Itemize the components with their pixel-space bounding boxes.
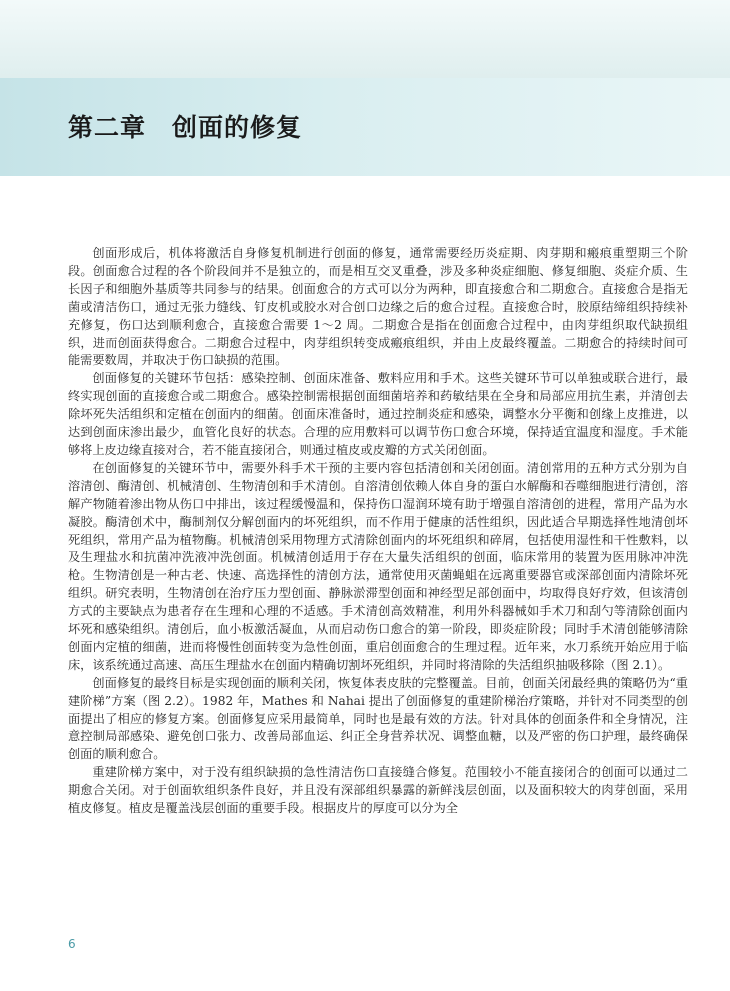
paragraph: 创面修复的最终目标是实现创面的顺利关闭，恢复体表皮肤的完整覆盖。目前，创面关闭最经典的策略仍为“重建阶梯”方案（图 2.2）。1982 年，Mathes 和 Nahai 提出了创面修复的重建阶梯治疗策略，并针对不同类型的创面提出了相应的修复方案。创面修复应采用最简单，同时也是最有效的方法。针对具体的创面条件和全身情况，注意控制局部感染、避免创口张力、改善局部血运、纠正全身营养状况、调整血糖，以及严密的伤口护理，最终确保创面的顺利愈合。 [68, 675, 688, 762]
page-number: 6 [68, 937, 76, 951]
chapter-title: 第二章 创面的修复 [68, 113, 303, 142]
paragraph: 重建阶梯方案中，对于没有组织缺损的急性清洁伤口直接缝合修复。范围较小不能直接闭合的创面可以通过二期愈合关闭。对于创面软组织条件良好，并且没有深部组织暴露的新鲜浅层创面，以及面积较大的肉芽创面，采用植皮修复。植皮是覆盖浅层创面的重要手段。根据皮片的厚度可以分为全 [68, 765, 688, 816]
body-text [68, 245, 688, 818]
paragraph: 创面形成后，机体将激活自身修复机制进行创面的修复，通常需要经历炎症期、肉芽期和瘢痕重塑期三个阶段。创面愈合过程的各个阶段间并不是独立的，而是相互交叉重叠，涉及多种炎症细胞、修复细胞、炎症介质、生长因子和细胞外基质等共同参与的结果。创面愈合的方式可以分为两种，即直接愈合和二期愈合。直接愈合是指无菌或清洁伤口，通过无张力缝线、钉皮机或胶水对合创口边缘之后的愈合过程。直接愈合时，胶原结缔组织持续补充修复，伤口达到顺利愈合，直接愈合需要 1～2 周。二期愈合是指在创面愈合过程中，由肉芽组织取代缺损组织，进而创面获得愈合。二期愈合过程中，肉芽组织转变成瘢痕组织，并由上皮最终覆盖。二期愈合的持续时间可能需要数周，并取决于伤口缺损的范围。 [68, 246, 688, 368]
top-decorative-band [0, 0, 730, 78]
paragraph: 创面修复的关键环节包括：感染控制、创面床准备、敷料应用和手术。这些关键环节可以单独或联合进行，最终实现创面的直接愈合或二期愈合。感染控制需根据创面细菌培养和药敏结果在全身和局部应用抗生素，并清创去除坏死失活组织和定植在创面内的细菌。创面床准备时，通过控制炎症和感染，调整水分平衡和创缘上皮推进，以达到创面床渗出最少，血管化良好的状态。合理的应用敷料可以调节伤口愈合环境，保持适宜温度和湿度。手术能够将上皮边缘直接对合，若不能直接闭合，则通过植皮或皮瓣的方式关闭创面。 [68, 371, 688, 457]
paragraph: 在创面修复的关键环节中，需要外科手术干预的主要内容包括清创和关闭创面。清创常用的五种方式分别为自溶清创、酶清创、机械清创、生物清创和手术清创。自溶清创依赖人体自身的蛋白水解酶和吞噬细胞进行清创，溶解产物随着渗出物从伤口中排出，该过程缓慢温和，保持伤口湿润环境有助于增强自溶清创的进程，常用产品为水凝胶。酶清创术中，酶制剂仅分解创面内的坏死组织，而不作用于健康的活性组织，因此适合早期选择性地清创坏死组织，常用产品为植物酶。机械清创采用物理方式清除创面内的坏死组织和碎屑，包括使用湿性和干性敷料，以及生理盐水和抗菌冲洗液冲洗创面。机械清创适用于存在大量失活组织的创面，临床常用的装置为医用脉冲冲洗枪。生物清创是一种古老、快速、高选择性的清创方法，通常使用灭菌蝇蛆在远离重要器官或深部创面内清除坏死组织。研究表明，生物清创在治疗压力型创面、静脉淤滞型创面和神经型足部创面中，均取得良好疗效，但该清创方式的主要缺点为患者存在生理和心理的不适感。手术清创高效精准，利用外科器械如手术刀和刮勺等清除创面内坏死和感染组织。清创后，血小板激活凝血，从而启动伤口愈合的第一阶段，即炎症阶段；同时手术清创能够清除创面内定植的细菌，进而将慢性创面转变为急性创面，重启创面愈合的生理过程。近年来，水刀系统开始应用于临床，该系统通过高速、高压生理盐水在创面内精确切割坏死组织，并同时将清除的失活组织抽吸移除（图 2.1）。 [68, 460, 688, 672]
